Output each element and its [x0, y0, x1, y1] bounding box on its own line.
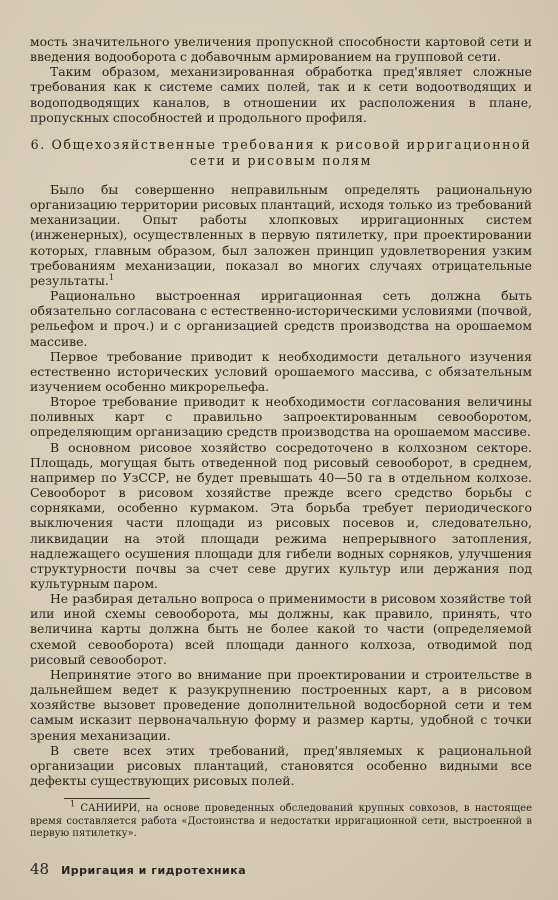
intro-paragraph-continued: мость значительного увеличения пропускной способности картовой сети и введения водооборота с добавочным армированием на групповой сети.	[30, 34, 532, 65]
page-footer	[30, 860, 246, 878]
body-paragraph: Первое требование приводит к необходимости детального изучения естественно исторических условий орошаемого массива, с обязательным изучением особенно микрорельефа.	[30, 348, 532, 394]
body-paragraph: Непринятие этого во внимание при проектировании и строительстве в дальнейшем ведет к разукрупнению построенных карт, а в рисовом хозяйстве вызовет проведение дополнительной водосборной сети и тем самым исказит первоначальную форму и размер карты, удобной с точки зрения механизации.	[30, 666, 532, 743]
intro-paragraph: Таким образом, механизированная обработка пред'являет сложные требования как к системе самих полей, так и к сети водоотводящих и водоподводящих каналов, в отношении их расположения в плане, пропускных способностей и продольного профиля.	[30, 64, 532, 125]
body-paragraph: Второе требование приводит к необходимости согласования величины поливных карт с правильно запроектированным севооборотом, определяющим организацию средств производства на орошаемом массиве.	[30, 394, 532, 440]
body-paragraph-text: Было бы совершенно неправильным определять рациональную организацию территории рисовых плантаций, исходя только из требований механизации. Опыт работы хлопковых ирригационных систем (инженерных), осуществленных в первую пятилетку, при проектировании которых, главным образом, был заложен принцип удовлетворения узким требованиям механизации, показал во многих случаях отрицательные результаты.	[30, 181, 532, 288]
body-paragraph: Не разбирая детально вопроса о применимости в рисовом хозяйстве той или иной схемы севооборота, мы должны, как правило, принять, что величина карты должна быть не более какой то части (определяемой схемой севооборота) всей площади данного колхоза, отводимой под рисовый севооборот.	[30, 591, 532, 667]
body-paragraph: Рационально выстроенная ирригационная сеть должна быть обязательно согласована с естественно-историческими условиями (почвой, рельефом и проч.) и с организацией средств производства на орошаемом массиве.	[30, 288, 532, 349]
footnote-divider	[64, 798, 150, 799]
section-heading-text: 6. Общехозяйственные требования к рисовой ирригационной сети и рисовым полям	[30, 136, 532, 168]
section-heading	[30, 137, 532, 169]
footnote-mark: 1	[70, 799, 76, 809]
footnote	[30, 799, 532, 841]
footnote-text: САНИИРИ, на основе проведенных обследований крупных совхозов, в настоящее время составляется работа «Достоинства и недостатки ирригационной сети, выстроенной в первую пятилетку».	[30, 803, 532, 840]
running-title: Ирригация и гидротехника	[61, 864, 247, 877]
body-paragraph: В свете всех этих требований, пред'являемых к рациональной организации рисовых плантаций, становятся особенно видными все дефекты существующих рисовых полей.	[30, 742, 532, 789]
body-paragraph	[30, 182, 532, 288]
footnote-reference: 1	[108, 272, 114, 282]
page-number: 48	[30, 860, 50, 878]
body-paragraph: В основном рисовое хозяйство сосредоточено в колхозном секторе. Площадь, могущая быть отведенной под рисовый севооборот, в среднем, например по УзССР, не будет превышать 40—50 га в отдельном колхозе. Севооборот в рисовом хозяйстве прежде всего средство борьбы с сорняками, особенно курмаком. Эта борьба требует периодического выключения части площади из рисовых посевов и, следовательно, ликвидации на этой площади режима непрерывного затопления, надлежащего осушения площади для гибели водных сорняков, улучшения структурности почвы за счет севе других культур или держания под культурным паром.	[30, 439, 532, 591]
